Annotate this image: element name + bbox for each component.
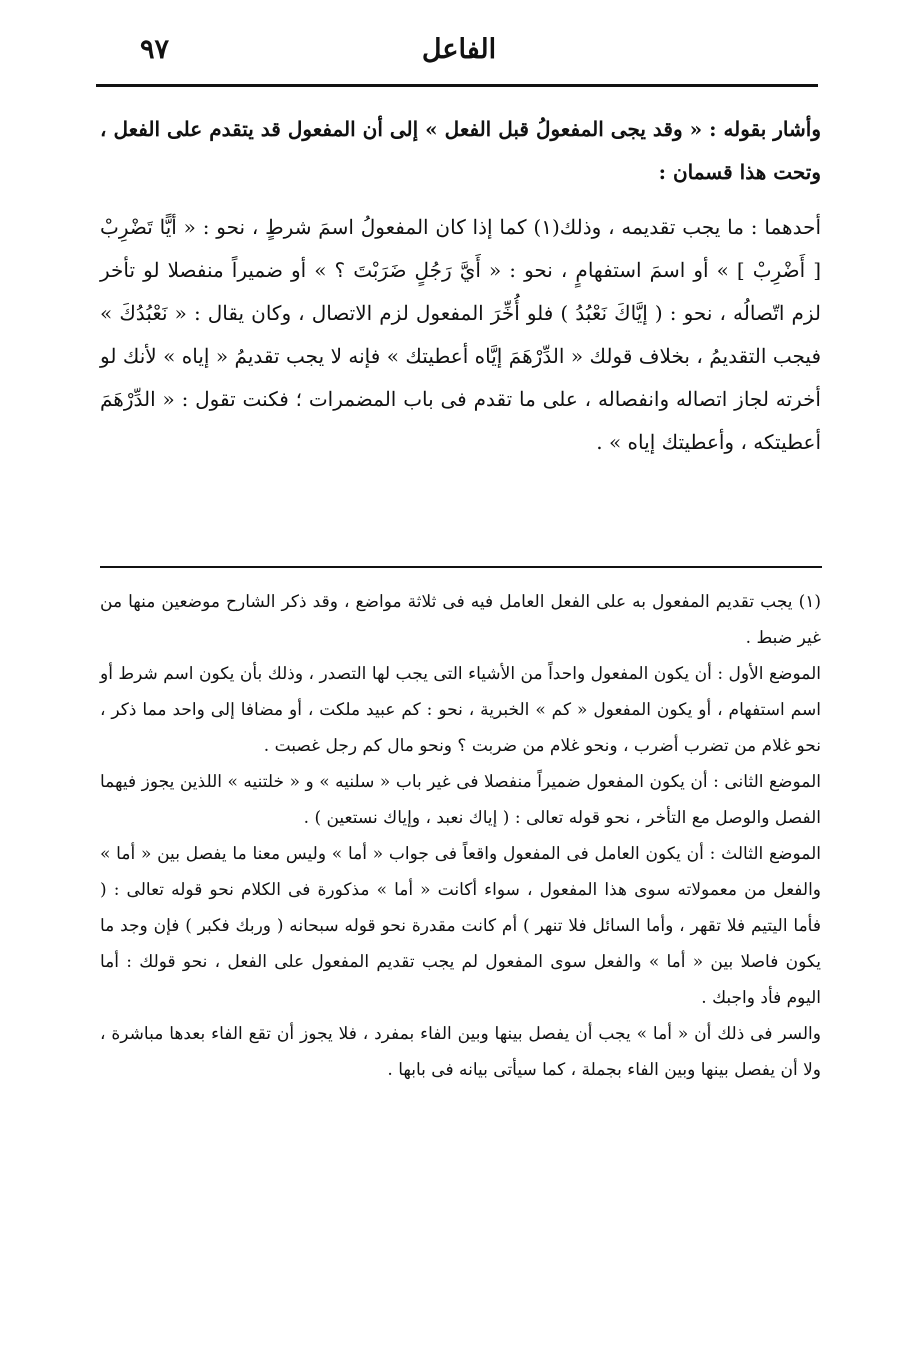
- body-paragraph: أحدهما : ما يجب تقديمه ، وذلك(١) كما إذا كان المفعولُ اسمَ شرطٍ ، نحو : « أيًّا تَضْرِبْ [ أَضْرِبْ ] » أو اسمَ استفهامٍ ، نحو : « أَيَّ رَجُلٍ ضَرَبْتَ ؟ » أو ضميراً منفصلا لو تأخر لزم اتّصالُه ، نحو : ( إيَّاكَ نَعْبُدُ ) فلو أُخِّرَ المفعول لزم الاتصال ، وكان يقال : « نَعْبُدُكَ » فيجب التقديمُ ، بخلاف قولك « الدِّرْهَمَ إيَّاه أعطيتك » فإنه لا يجب تقديمُ « إياه » لأنك لو أخرته لجاز اتصاله وانفصاله ، على ما تقدم فى باب المضمرات ؛ فكنت تقول : « الدِّرْهَمَ أعطيتكه ، وأعطيتك إياه » .: [100, 215, 821, 454]
- footnote-1: (١) يجب تقديم المفعول به على الفعل العامل فيه فى ثلاثة مواضع ، وقد ذكر الشارح موضعين منها من غير ضبط .: [100, 592, 821, 648]
- footnote-place-1: الموضع الأول : أن يكون المفعول واحداً من الأشياء التى يجب لها التصدر ، وذلك بأن يكون اسم شرط أو اسم استفهام ، أو يكون المفعول « كم » الخبرية ، نحو : كم عبيد ملكت ، أو مضافا إلى واحد مما ذكر ، نحو غلام من تضرب أضرب ، ونحو غلام من ضربت ؟ ونحو مال كم رجل غصبت .: [100, 664, 821, 756]
- footnote-place-2: الموضع الثانى : أن يكون المفعول ضميراً منفصلا فى غير باب « سلنيه » و « خلتنيه » اللذين يجوز فيهما الفصل والوصل مع التأخر ، نحو قوله تعالى : ( إياك نعبد ، وإياك نستعين ) .: [100, 772, 821, 828]
- main-text: [100, 108, 821, 476]
- footnote-place-3: الموضع الثالث : أن يكون العامل فى المفعول واقعاً فى جواب « أما » وليس معنا ما يفصل بين « أما » والفعل من معمولاته سوى هذا المفعول ، سواء أكانت « أما » مذكورة فى الكلام نحو قوله تعالى : ( فأما اليتيم فلا تقهر ، وأما السائل فلا تنهر ) أم كانت مقدرة نحو قوله سبحانه ( وربك فكبر ) فإن وجد ما يكون فاصلا بين « أما » والفعل سوى المفعول لم يجب تقديم المفعول على الفعل ، نحو قولك : أما اليوم فأد واجبك .: [100, 844, 822, 1008]
- footnote-reason: والسر فى ذلك أن « أما » يجب أن يفصل بينها وبين الفاء بمفرد ، فلا يجوز أن تقع الفاء بعدها مباشرة ، ولا أن يفصل بينها وبين الفاء بجملة ، كما سيأتى بيانه فى بابها .: [100, 1024, 821, 1080]
- page-header: [100, 28, 818, 80]
- page-number: ٩٧: [140, 34, 170, 65]
- intro-paragraph: وأشار بقوله : « وقد يجى المفعولُ قبل الفعل » إلى أن المفعول قد يتقدم على الفعل ، وتحت هذا قسمان :: [100, 117, 821, 184]
- header-rule: [96, 84, 818, 87]
- footnote-separator: [100, 566, 822, 568]
- footnotes: [100, 584, 821, 1088]
- running-title: الفاعل: [421, 34, 497, 65]
